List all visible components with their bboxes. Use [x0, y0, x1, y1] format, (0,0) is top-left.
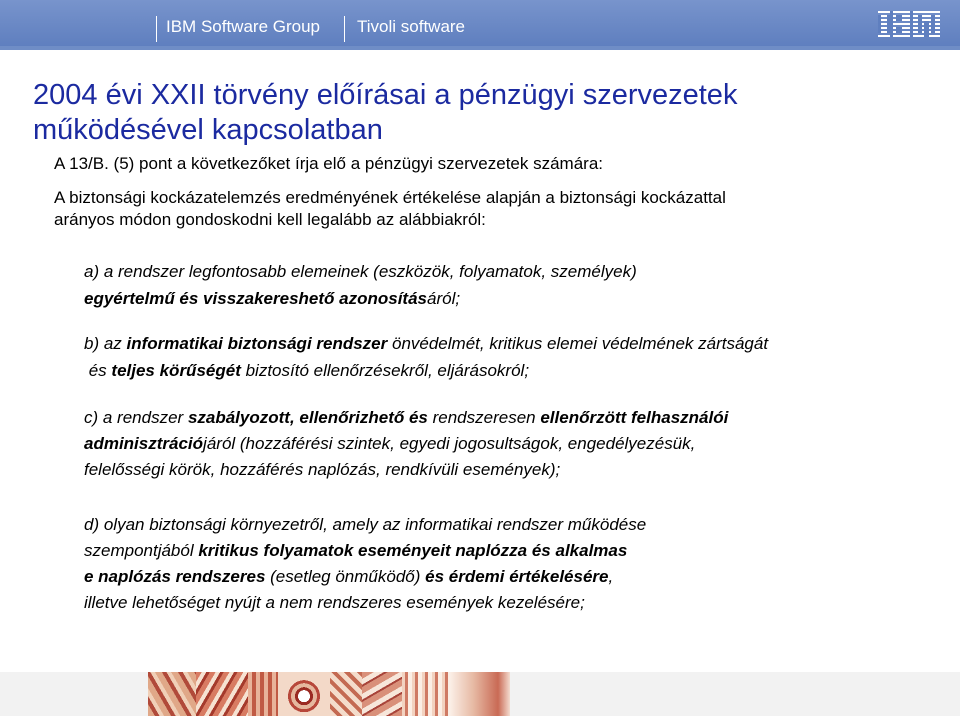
item-d-text: szempontjából	[84, 541, 199, 560]
page-title	[33, 78, 933, 148]
item-b-text: b) az	[84, 334, 127, 353]
header-gradient	[0, 0, 960, 46]
header-separator	[156, 16, 157, 42]
item-c-text: c) a rendszer	[84, 408, 188, 427]
item-c-line: felelősségi körök, hozzáférés naplózás, rendkívüli események);	[84, 460, 561, 479]
item-b-bold: teljes körűségét	[111, 361, 241, 380]
ibm-logo	[878, 11, 940, 37]
item-c-line	[84, 408, 728, 428]
item-c-bold: szabályozott, ellenőrizhető és	[187, 408, 428, 427]
item-d-line: illetve lehetőséget nyújt a nem rendszeres események kezelésére;	[84, 593, 585, 612]
item-d-line	[84, 541, 627, 561]
item-b-text: biztosító ellenőrzésekről, eljárásokról;	[240, 361, 530, 380]
item-b-text: és	[84, 361, 112, 380]
item-a-bold: egyértelmű és visszakereshető azonosítás	[84, 289, 427, 308]
item-c-bold: adminisztráció	[84, 434, 204, 453]
header-product-label: Tivoli software	[357, 17, 466, 36]
footer-image-tile	[330, 672, 362, 716]
item-d-bold: és érdemi értékelésére	[425, 567, 609, 586]
item-b-line	[84, 334, 768, 354]
footer-image-tile	[196, 672, 248, 716]
item-b-bold: informatikai biztonsági rendszer	[126, 334, 388, 353]
item-d-bold: e naplózás rendszeres	[84, 567, 266, 586]
footer-image-tile	[148, 672, 196, 716]
title-line: 2004 évi XXII törvény előírásai a pénzügyi szervezetek	[33, 79, 738, 111]
intro-paragraph-line: A biztonsági kockázatelemzés eredményének értékelése alapján a biztonsági kockázattal	[54, 188, 726, 207]
header-separator	[344, 16, 345, 42]
item-b-text: önvédelmét, kritikus elemei védelmének zártságát	[387, 334, 769, 353]
footer-image-tile	[450, 672, 510, 716]
item-c-text: rendszeresen	[427, 408, 541, 427]
item-a-line	[84, 289, 460, 309]
item-a-text: áról;	[427, 289, 461, 308]
header-group-label: IBM Software Group	[166, 17, 321, 36]
item-d-text: ,	[608, 567, 614, 586]
footer-image-strip	[0, 672, 960, 716]
item-d-text: (esetleg önműködő)	[265, 567, 426, 586]
footer-image-tile	[248, 672, 278, 716]
item-d-line	[84, 567, 613, 587]
intro-reference: A 13/B. (5) pont a következőket írja elő a pénzügyi szervezetek számára:	[54, 154, 604, 173]
header-bar	[0, 0, 960, 50]
item-b-line	[84, 361, 529, 381]
footer-image-tile	[278, 672, 330, 716]
intro-paragraph-line: arányos módon gondoskodni kell legalább az alábbiakról:	[54, 210, 486, 229]
item-c-text: járól (hozzáférési szintek, egyedi jogosultságok, engedélyezésük,	[203, 434, 696, 453]
footer-image-tile	[362, 672, 402, 716]
item-d-bold: kritikus folyamatok eseményeit naplózza és alkalmas	[198, 541, 628, 560]
footer-image-tile	[402, 672, 450, 716]
item-c-line	[84, 434, 695, 454]
item-d-line: d) olyan biztonsági környezetről, amely az informatikai rendszer működése	[84, 515, 647, 534]
title-line: működésével kapcsolatban	[33, 114, 383, 146]
item-c-bold: ellenőrzött felhasználói	[540, 408, 729, 427]
item-a-line: a) a rendszer legfontosabb elemeinek (eszközök, folyamatok, személyek)	[84, 262, 637, 281]
